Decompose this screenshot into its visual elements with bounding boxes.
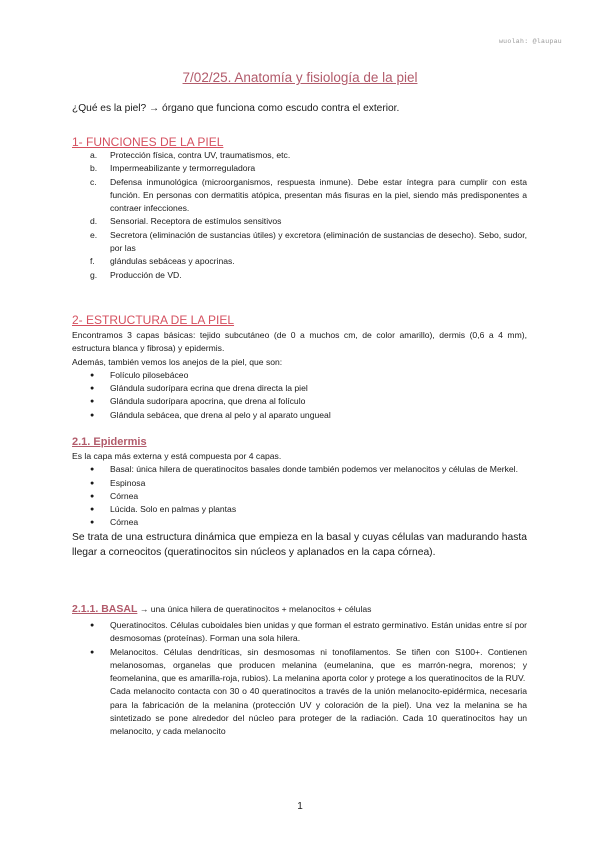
list-item: ● Folículo pilosebáceo (72, 369, 527, 382)
epidermis-summary: Se trata de una estructura dinámica que empieza en la basal y cuyas células van madurando hasta llegar a corneocitos (queratinocitos sin núcleos y aplanados en la capa córnea). (72, 531, 527, 559)
estructura-text (72, 329, 527, 422)
list-item: g. Producción de VD. (90, 269, 182, 280)
list-item: a. Protección física, contra UV, traumatismos, etc. (90, 150, 291, 160)
basal-text (72, 619, 527, 739)
list-item: d. Sensorial. Receptora de estímulos sensitivos (90, 216, 282, 227)
list-item: ● Queratinocitos. Células cuboidales bien unidas y que forman el estrato germinativo. Están unidas entre sí por desmosomas (proteínas). Forman una sola hilera. (72, 619, 527, 646)
epidermis-paragraph: Es la capa más externa y está compuesta por 4 capas. (72, 451, 282, 461)
page-title: 7/02/25. Anatomía y fisiología de la piel (182, 70, 418, 85)
page-number: 1 (297, 801, 303, 812)
estructura-paragraph: Encontramos 3 capas básicas: tejido subcutáneo (de 0 a muchos cm, de color amarillo), dermis (0,6 a 4 mm), estructura blanca y fibrosa) y epidermis. (72, 330, 527, 354)
intro-text: ¿Qué es la piel? → órgano que funciona como escudo contra el exterior. (72, 103, 400, 114)
basal-heading-rest: → una única hilera de queratinocitos + melanocitos + células (137, 604, 372, 614)
list-item: ● Córnea (72, 490, 527, 503)
section-heading-estructura: 2- ESTRUCTURA DE LA PIEL (72, 313, 235, 327)
funciones-list (72, 149, 527, 282)
basal-heading-number: 2.1.1. BASAL (72, 603, 138, 615)
anejos-list (72, 369, 527, 422)
watermark: wuolah: @laupau (498, 38, 562, 45)
list-item: f. glándulas sebáceas y apocrinas. (90, 256, 235, 267)
capas-list (72, 463, 527, 529)
list-item: ● Basal: única hilera de queratinocitos basales donde también podemos ver melanocitos y células de Merkel. (72, 463, 527, 476)
list-item: ● Lúcida. Solo en palmas y plantas (72, 503, 527, 516)
list-item: e. Secretora (eliminación de sustancias útiles) y excretora (eliminación de sustancias de desecho). Sebo, sudor, por las (90, 229, 527, 254)
epidermis-text (72, 450, 527, 561)
anejos-intro: Además, también vemos los anejos de la piel, que son: (72, 356, 283, 367)
basal-list (72, 619, 527, 685)
list-item: c. Defensa inmunológica (microorganismos, respuesta inmune). Debe estar íntegra para cumplir con esta función. En personas con dermatitis atópica, presentan más fisuras en la piel, siendo más predisponentes a contraer infecciones. (90, 176, 527, 214)
list-item: ● Glándula sebácea, que drena al pelo y al aparato ungueal (72, 409, 527, 422)
list-item: ● Melanocitos. Células dendríticas, sin desmosomas ni tonofilamentos. Se tiñen con S100+. Contienen melanosomas, organelas que producen melanina (eumelanina, que es marrón-negra, morenos; y feomelanina, que es amarilla-roja, rubios). La melanina aporta color y protege a los queratinocitos de la RUV. (72, 646, 527, 686)
list-item: ● Glándula sudorípara apocrina, que drena al folículo (72, 395, 527, 408)
list-item: ● Espinosa (72, 477, 527, 490)
section-heading-funciones: 1- FUNCIONES DE LA PIEL (72, 135, 224, 149)
list-item: ● Glándula sudorípara ecrina que drena directa la piel (72, 382, 527, 395)
list-item: b. Impermeabilizante y termorreguladora (90, 163, 256, 174)
section-heading-epidermis: 2.1. Epidermis (72, 436, 147, 448)
basal-extra-paragraph: Cada melanocito contacta con 30 o 40 queratinocitos a través de la unión melanocito-epidérmica, necesaria para la fabricación de la melanina (protección UV y coloración de la piel). Una vez la melanina se ha sintetizado se pone alrededor del núcleo para proteger de la radiación. Cada 10 queratinocitos hay un melanocito, y cada melanocito (110, 686, 527, 737)
section-heading-basal (72, 603, 371, 615)
list-item: ● Córnea (72, 516, 527, 529)
